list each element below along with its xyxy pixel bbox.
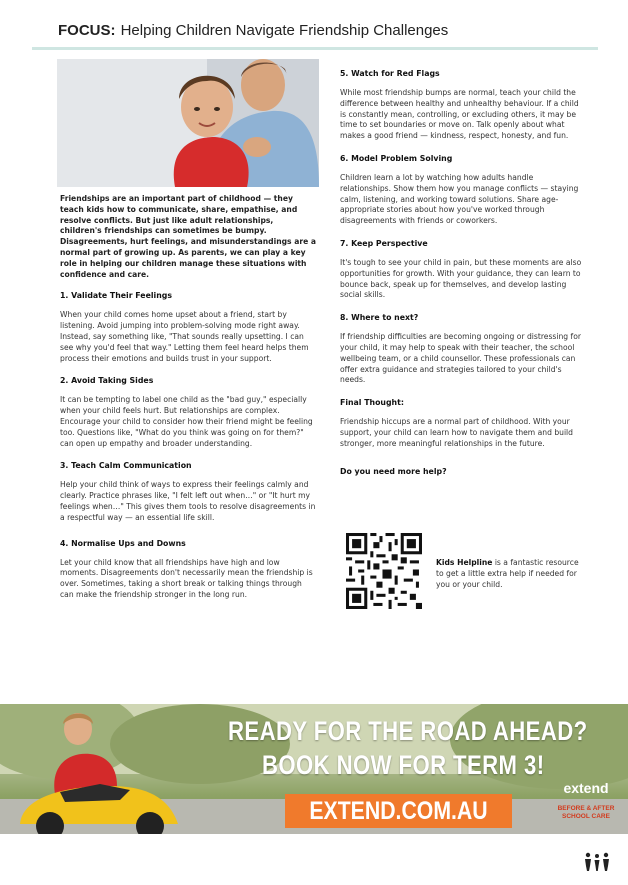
logo-sub-line1: BEFORE & AFTER bbox=[557, 805, 615, 812]
section-heading: 5. Watch for Red Flags bbox=[340, 69, 440, 78]
section-heading: 6. Model Problem Solving bbox=[340, 153, 453, 163]
focus-label: FOCUS: bbox=[58, 22, 116, 39]
photo-icon bbox=[57, 59, 319, 187]
help-description: is a fantastic resource to get a little extra help if needed for you or your child. bbox=[436, 558, 579, 589]
help-org-link[interactable]: Kids Helpline bbox=[436, 558, 493, 567]
section-heading: 1. Validate Their Feelings bbox=[60, 291, 172, 301]
section-heading: Final Thought: bbox=[340, 398, 404, 408]
section-body: Let your child know that all friendships have high and low moments. Disagreements don't necessarily mean the friendship is over. Sometimes, taking a short break or talking things through can make the friendship stronger in the long run. bbox=[60, 557, 313, 599]
section-heading: 7. Keep Perspective bbox=[340, 238, 428, 248]
hero-image bbox=[57, 59, 319, 187]
extend-logo bbox=[548, 770, 622, 830]
left-column bbox=[60, 194, 316, 612]
page-header bbox=[58, 20, 578, 42]
intro-paragraph: Friendships are an important part of childhood — they teach kids how to communicate, share, empathise, and resolve conflicts. But just like adult relationships, children's friendships can sometimes be bumpy. Disagreements, hurt feelings, and misunderstandings are a normal part of growing up. As parents, we can play a key role in helping our children manage these situations with confidence and care. bbox=[60, 194, 317, 279]
section-body: Friendship hiccups are a normal part of childhood. With your support, your child can learn how to navigate them and build stronger, more meaningful relationships in the future. bbox=[340, 417, 573, 448]
banner-subheadline: BOOK NOW FOR TERM 3! bbox=[262, 750, 545, 780]
right-column bbox=[340, 68, 586, 486]
section-body: While most friendship bumps are normal, teach your child the difference between healthy and unhealthy behaviour. If a child is constantly mean, controlling, or excluding others, it may be time to set boundaries or move on. Talk openly about what makes a good friend — kindness, respect, honesty, and fun. bbox=[340, 88, 579, 141]
promo-banner[interactable] bbox=[0, 704, 628, 834]
banner-url-button[interactable] bbox=[285, 794, 512, 828]
section-body: Children learn a lot by watching how adults handle relationships. Show them how you manage conflicts — staying calm, listening, and working toward solutions. Share age-appropriate stories about how you've worked through disagreements with friends or coworkers. bbox=[340, 172, 579, 226]
family-icon bbox=[584, 852, 610, 872]
section-body: Help your child think of ways to express their feelings calmly and clearly. Practice phrases like, "I felt left out when…" or "It hurt my feelings when…" This gives them tools to resolve disagreements in a respectful way — an essential life skill. bbox=[60, 480, 316, 522]
section-body: It's tough to see your child in pain, but these moments are also opportunities for growth. With your guidance, they can learn to bounce back, speak up for themselves, and develop lasting social skills. bbox=[340, 257, 582, 300]
logo-sub-line2: SCHOOL CARE bbox=[562, 813, 610, 820]
logo-subtext bbox=[556, 805, 616, 821]
help-text bbox=[436, 557, 586, 590]
qr-code-icon[interactable] bbox=[346, 533, 422, 609]
section-body: When your child comes home upset about a friend, start by listening. Avoid jumping into problem-solving mode right away. Instead, say something like, "That sounds really upsetting. I can see why you'd feel that way." Letting them feel heard helps them process their emotions and builds trust in your support. bbox=[60, 310, 309, 363]
section-heading: 2. Avoid Taking Sides bbox=[60, 376, 154, 386]
banner-headline: READY FOR THE ROAD AHEAD? bbox=[228, 716, 588, 746]
section-heading: 3. Teach Calm Communication bbox=[60, 461, 192, 471]
page-title: Helping Children Navigate Friendship Challenges bbox=[120, 22, 449, 39]
section-body: It can be tempting to label one child as the "bad guy," especially when your child feels hurt. But relationships are complex. Encourage your child to consider how their friend might be feeling too. Questions like, "What do you think was going on for them?" can open up empathy and broader understanding. bbox=[60, 395, 313, 448]
section-heading: 4. Normalise Ups and Downs bbox=[60, 538, 186, 548]
help-box bbox=[346, 533, 586, 613]
logo-text: extend bbox=[563, 780, 609, 796]
section-heading: 8. Where to next? bbox=[340, 313, 419, 323]
help-heading: Do you need more help? bbox=[340, 466, 447, 476]
banner-url[interactable]: EXTEND.COM.AU bbox=[309, 797, 488, 825]
section-body: If friendship difficulties are becoming ongoing or distressing for your child, it may help to speak with their teacher, the school wellbeing team, or a child counsellor. These professionals can offer extra guidance and strategies tailored to your child's needs. bbox=[340, 332, 581, 385]
header-divider bbox=[32, 47, 598, 50]
